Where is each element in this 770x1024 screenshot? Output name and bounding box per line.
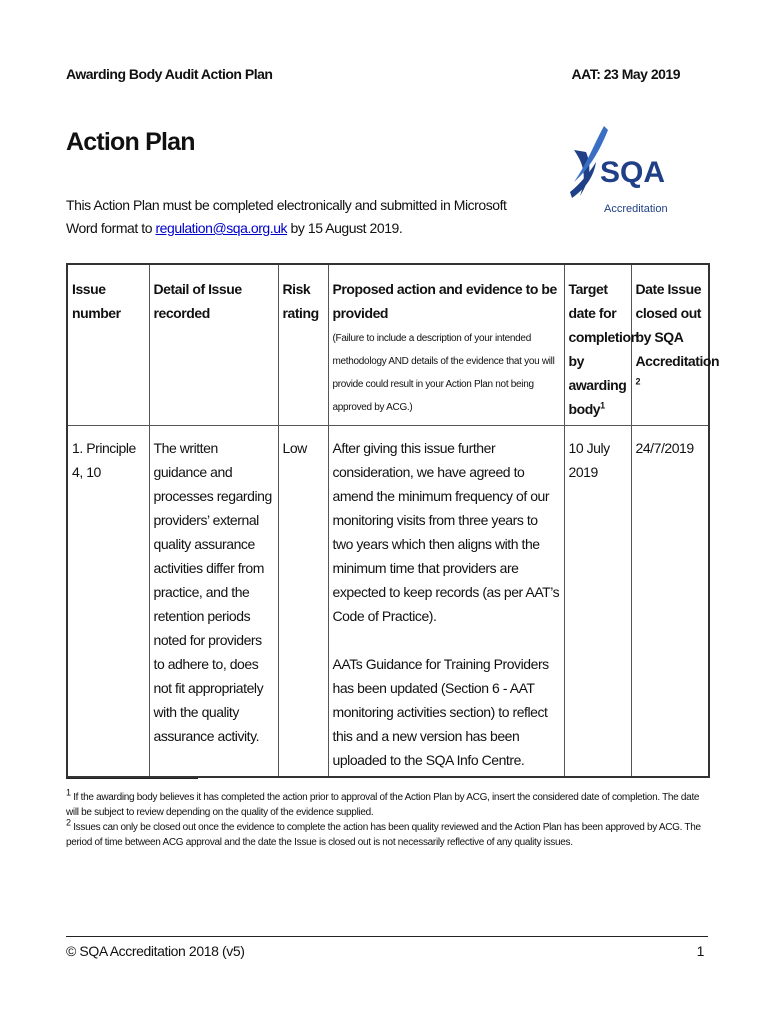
target-date-label: Target date for completion by awarding body: [568, 281, 639, 417]
cell-issue-number: 1. Principle 4, 10: [67, 426, 149, 778]
footnote-2: [66, 817, 706, 850]
proposed-action-paragraph-2: AATs Guidance for Training Providers has been updated (Section 6 - AAT monitoring activities section) to reflect this and a new version has been uploaded to the SQA Info Centre.: [332, 656, 549, 768]
sqa-accreditation-logo: [560, 122, 670, 217]
email-link[interactable]: regulation@sqa.org.uk: [155, 220, 288, 236]
header-detail: Detail of Issue recorded: [149, 264, 278, 426]
header-document-title: Awarding Body Audit Action Plan: [66, 66, 273, 82]
footnotes: [66, 787, 706, 850]
table-header-row: [67, 264, 709, 426]
footnote-2-number: 2: [66, 817, 71, 828]
intro-deadline-text: by 15 August 2019.: [287, 220, 403, 236]
header-date: AAT: 23 May 2019: [571, 66, 680, 82]
sqa-logo-icon: [560, 122, 670, 217]
proposed-action-label: Proposed action and evidence to be provided: [332, 281, 557, 321]
header-target-date: [564, 264, 639, 426]
header-proposed-action: [328, 264, 564, 426]
footnote-ref-1: 1: [600, 400, 605, 411]
cell-date-closed: 24/7/2019: [631, 426, 709, 778]
proposed-action-note: (Failure to include a description of your intended methodology AND details of the evidence that you will provide could result in your Action Plan not being approved by ACG.): [332, 333, 555, 413]
logo-brand-text: SQA: [600, 156, 666, 189]
header-issue-number: Issue number: [67, 264, 149, 426]
cell-detail: The written guidance and processes regarding providers’ external quality assurance activities differ from practice, and the retention periods noted for providers to adhere to, does not fit appropriately with the quality assurance activity.: [149, 426, 278, 778]
cell-risk: Low: [278, 426, 328, 778]
date-closed-label: Date Issue closed out by SQA Accreditation: [635, 281, 720, 369]
header-date-closed: [631, 264, 720, 426]
cell-proposed-action: [328, 426, 564, 778]
action-plan-table: [66, 263, 720, 778]
footnote-1-text: If the awarding body believes it has completed the action prior to approval of the Action Plan by ACG, insert the considered date of completion. The date will be subject to review depending on the quality of the evidence supplied.: [66, 792, 700, 818]
footer-divider: [66, 936, 708, 937]
header-risk-rating: Risk rating: [278, 264, 328, 426]
footer-copyright: © SQA Accreditation 2018 (v5): [66, 943, 245, 959]
table-row: [67, 426, 709, 778]
footnote-1-number: 1: [66, 787, 71, 798]
page-footer: [66, 943, 708, 959]
footnote-divider: [66, 778, 198, 779]
intro-paragraph: [66, 194, 536, 240]
page-header: [66, 66, 680, 84]
footnote-1: [66, 787, 706, 820]
footnote-ref-2: 2: [635, 376, 641, 387]
intro-text: This Action Plan must be completed electronically and submitted in Microsoft Word format to: [66, 197, 507, 236]
logo-subtitle-text: Accreditation: [604, 203, 668, 215]
page-title: Action Plan: [66, 128, 195, 156]
page-number: 1: [696, 943, 704, 959]
proposed-action-paragraph-1: After giving this issue further consideration, we have agreed to amend the minimum frequency of our monitoring visits from three years to two years which then aligns with the minimum time that providers are expected to keep records (as per AAT’s Code of Practice).: [332, 440, 560, 624]
cell-target-date: 10 July 2019: [564, 426, 631, 778]
footnote-2-text: Issues can only be closed out once the evidence to complete the action has been quality reviewed and the Action Plan has been approved by ACG. The period of time between ACG approval and the date the Issue is closed out is not necessarily reflective of any quality issues.: [66, 822, 701, 848]
